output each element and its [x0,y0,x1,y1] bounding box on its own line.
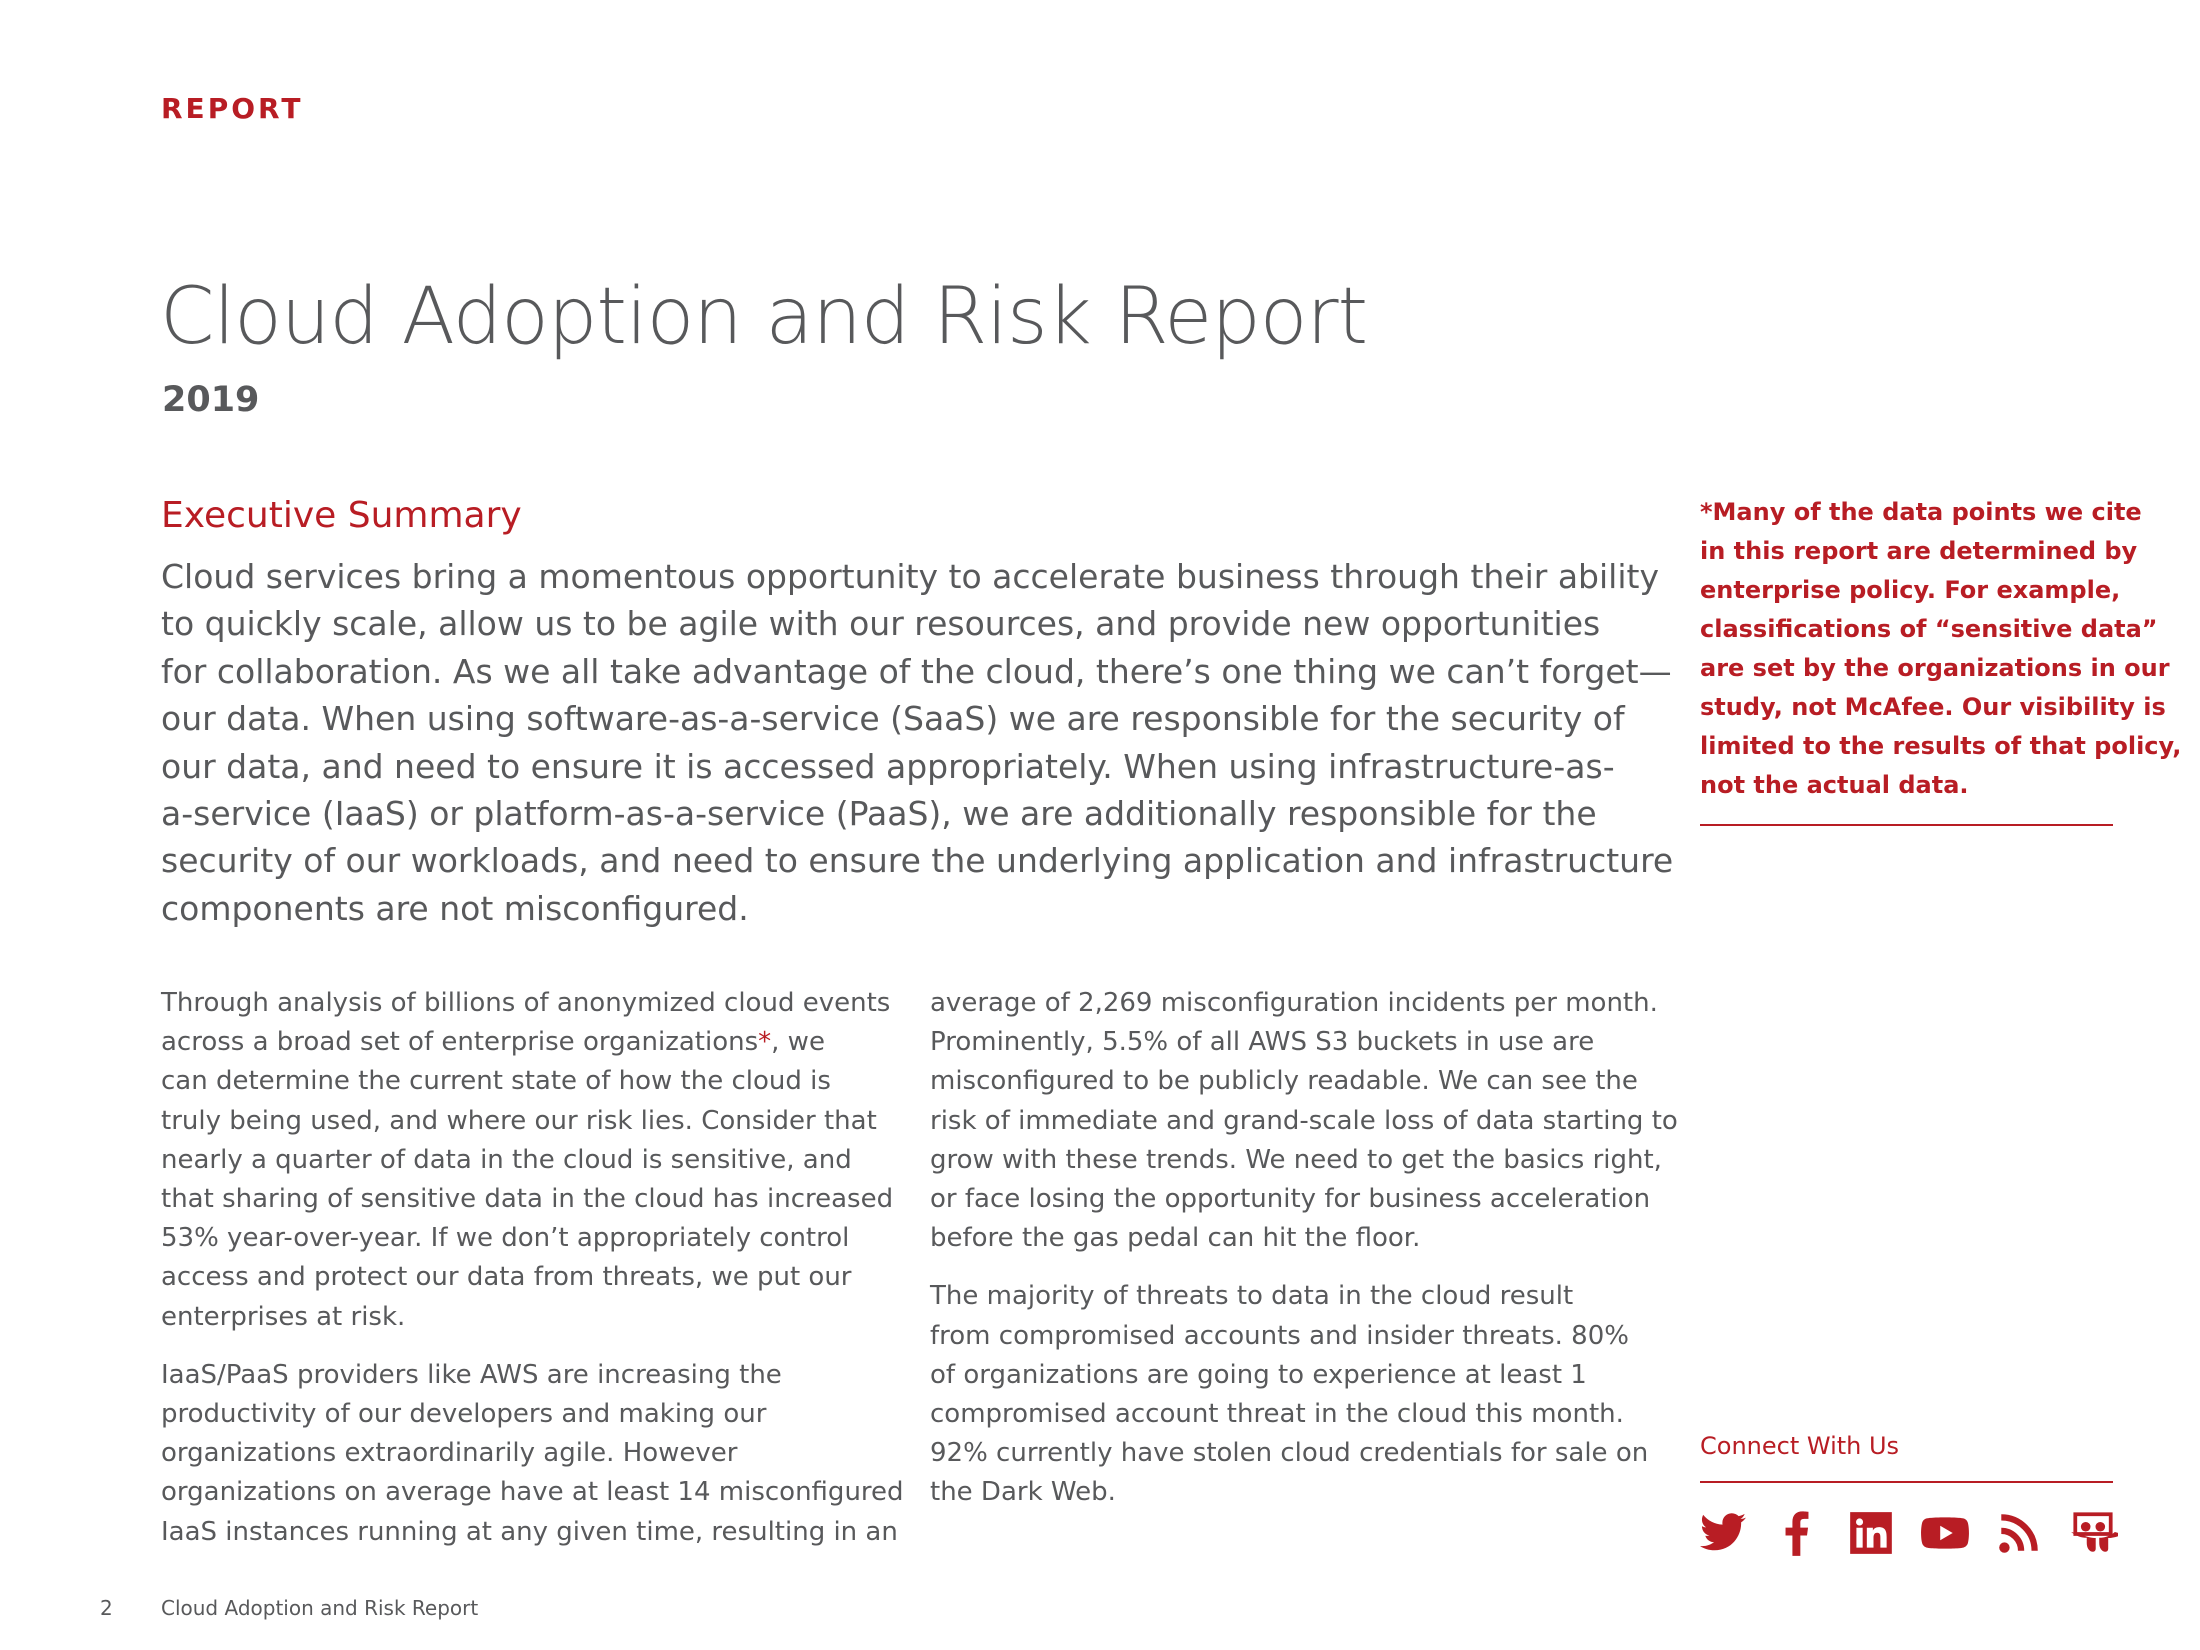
body-line-with-footnote [161,1023,891,1062]
body-line: IaaS/PaaS providers like AWS are increasing the [161,1359,782,1390]
body-line: organizations on average have at least 14 misconfigured [161,1477,904,1508]
executive-summary-heading: Executive Summary [161,495,522,536]
body-line: organizations extraordinarily agile. However [161,1438,738,1469]
body-line: compromised account threat in the cloud this month. [930,1399,1624,1430]
body-line: Prominently, 5.5% of all AWS S3 buckets in use are [930,1027,1595,1058]
lead-line: security of our workloads, and need to ensure the underlying application and infrastructure [161,841,1674,881]
facebook-icon[interactable] [1772,1508,1822,1558]
facebook-glyph [1772,1508,1822,1558]
body-line: that sharing of sensitive data in the cloud has increased [161,1184,894,1215]
sidebar-footnote [1700,493,2182,805]
body-line: Through analysis of billions of anonymized cloud events [161,988,891,1018]
youtube-icon[interactable] [1920,1508,1970,1558]
body-line: before the gas pedal can hit the floor. [930,1223,1421,1254]
lead-line: a-service (IaaS) or platform-as-a-service (PaaS), we are additionally responsible for the [161,794,1597,834]
body-line: grow with these trends. We need to get the basics right, [930,1144,1662,1175]
linkedin-icon[interactable] [1846,1508,1896,1558]
body-line: risk of immediate and grand-scale loss of data starting to [930,1105,1678,1136]
footnote-line: limited to the results of that policy, [1700,732,2182,760]
body-line: from compromised accounts and insider threats. 80% [930,1320,1629,1351]
body-line: enterprises at risk. [161,1301,406,1332]
report-eyebrow: REPORT [161,92,304,125]
body-line: of organizations are going to experience at least 1 [930,1359,1587,1390]
footnote-line: enterprise policy. For example, [1700,576,2121,604]
body-line: IaaS instances running at any given time, resulting in an [161,1516,898,1547]
body-line: average of 2,269 misconfiguration incidents per month. [930,988,1658,1018]
body-line: productivity of our developers and making our [161,1399,767,1430]
body-line: truly being used, and where our risk lies. Consider that [161,1105,877,1136]
slideshare-glyph [2068,1508,2118,1558]
social-links [1698,1508,2118,1558]
executive-summary-lead [161,553,1674,932]
linkedin-glyph [1846,1508,1896,1558]
body-line: The majority of threats to data in the cloud result [930,1281,1574,1312]
connect-divider [1700,1481,2113,1483]
body-text: across a broad set of enterprise organizations [161,1027,759,1058]
footnote-line: are set by the organizations in our [1700,654,2170,682]
body-line: or face losing the opportunity for business acceleration [930,1184,1651,1215]
body-line: 92% currently have stolen cloud credentials for sale on [930,1438,1649,1469]
twitter-glyph [1698,1508,1748,1558]
body-line: can determine the current state of how the cloud is [161,1066,831,1097]
lead-line: for collaboration. As we all take advantage of the cloud, there’s one thing we can’t forget— [161,651,1672,691]
rss-glyph [1994,1508,2044,1558]
connect-with-us-label: Connect With Us [1700,1432,1900,1460]
footnote-line: not the actual data. [1700,771,1969,799]
paragraph-gap [930,1258,1660,1277]
footnote-asterisk: * [758,1027,772,1058]
footer-title: Cloud Adoption and Risk Report [161,1596,479,1620]
body-column-left [161,984,904,1552]
body-line: 53% year-over-year. If we don’t appropriately control [161,1223,850,1254]
youtube-glyph [1920,1508,1970,1558]
body-line: the Dark Web. [930,1477,1116,1508]
twitter-icon[interactable] [1698,1508,1748,1558]
page-number: 2 [100,1596,113,1620]
body-column-right [930,984,1678,1513]
slideshare-icon[interactable] [2068,1508,2118,1558]
body-line: nearly a quarter of data in the cloud is sensitive, and [161,1144,852,1175]
paragraph-gap [161,1337,891,1356]
lead-line: our data, and need to ensure it is accessed appropriately. When using infrastructure-as- [161,746,1615,786]
body-line: access and protect our data from threats, we put our [161,1262,852,1293]
footnote-line: classifications of “sensitive data” [1700,615,2158,643]
body-line: misconfigured to be publicly readable. We can see the [930,1066,1638,1097]
page-title: Cloud Adoption and Risk Report [160,272,1368,362]
sidebar-divider [1700,824,2113,826]
footnote-line: in this report are determined by [1700,537,2138,565]
lead-line: to quickly scale, allow us to be agile with our resources, and provide new opportunities [161,604,1601,644]
lead-line: components are not misconfigured. [161,888,749,928]
rss-icon[interactable] [1994,1508,2044,1558]
report-year: 2019 [162,380,260,420]
footnote-line: study, not McAfee. Our visibility is [1700,693,2166,721]
lead-line: our data. When using software-as-a-service (SaaS) we are responsible for the security of [161,699,1625,739]
lead-line: Cloud services bring a momentous opportunity to accelerate business through their ability [161,557,1659,596]
body-text: , we [771,1027,825,1058]
footnote-line: *Many of the data points we cite [1700,498,2142,526]
